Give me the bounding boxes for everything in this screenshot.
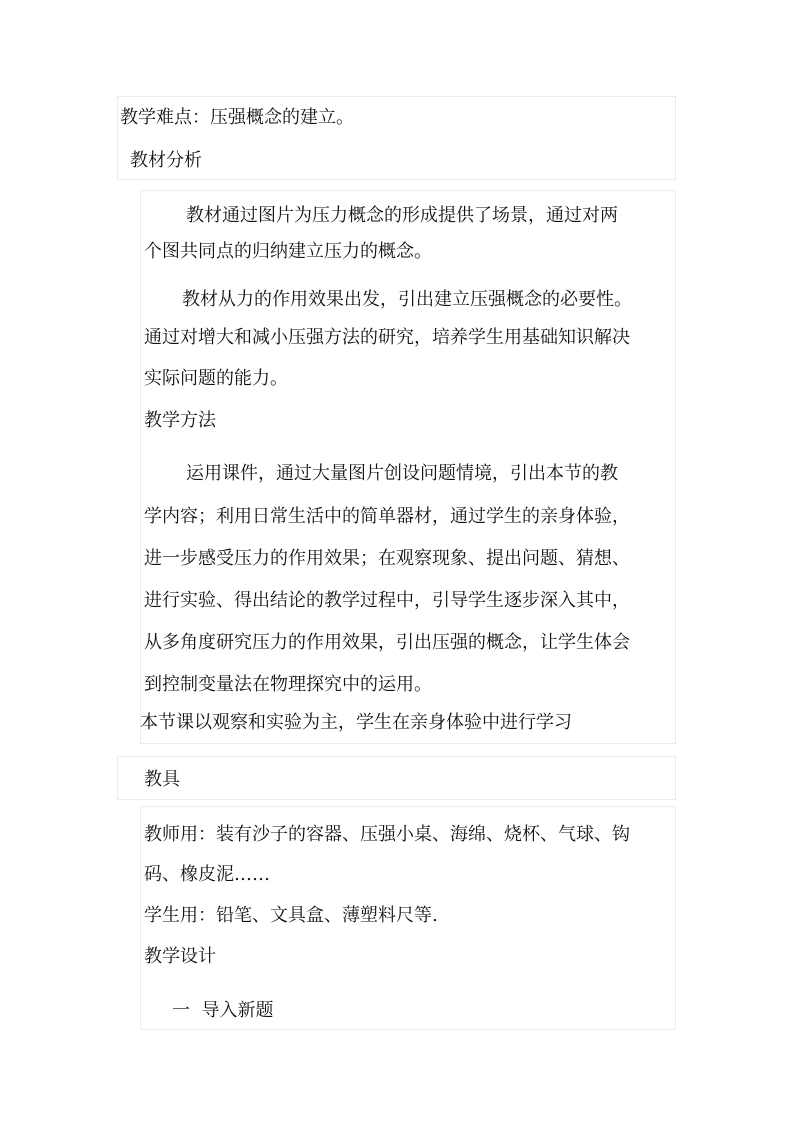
analysis-line-2: 个图共同点的归纳建立压力的概念。 (144, 241, 432, 262)
heading-teaching-method: 教学方法 (144, 410, 216, 431)
method-line-1: 运用课件，通过大量图片创设问题情境，引出本节的教 (186, 463, 618, 484)
analysis-line-4: 通过对增大和减小压强方法的研究，培养学生用基础知识解决 (144, 327, 630, 348)
lesson-summary: 本节课以观察和实验为主，学生在亲身体验中进行学习 (140, 712, 572, 733)
method-line-2: 学内容；利用日常生活中的简单器材，通过学生的亲身体验， (144, 506, 630, 527)
method-line-6: 到控制变量法在物理探究中的运用。 (144, 674, 432, 695)
analysis-line-3: 教材从力的作用效果出发，引出建立压强概念的必要性。 (182, 289, 632, 310)
student-tools: 学生用：铅笔、文具盒、薄塑料尺等. (144, 905, 438, 926)
method-line-5: 从多角度研究压力的作用效果，引出压强的概念，让学生体会 (144, 632, 630, 653)
teaching-difficulty: 教学难点：压强概念的建立。 (120, 107, 354, 128)
heading-teaching-design: 教学设计 (144, 946, 216, 967)
section-one-intro: 一 导入新题 (172, 1000, 274, 1021)
tools-heading-frame (117, 756, 676, 800)
teacher-tools-line-2: 码、橡皮泥…… (144, 864, 270, 885)
method-line-4: 进行实验、得出结论的教学过程中，引导学生逐步深入其中， (144, 590, 630, 611)
method-line-3: 进一步感受压力的作用效果；在观察现象、提出问题、猜想、 (144, 548, 630, 569)
heading-textbook-analysis: 教材分析 (130, 150, 202, 171)
heading-teaching-tools: 教具 (144, 769, 180, 790)
analysis-line-1: 教材通过图片为压力概念的形成提供了场景，通过对两 (186, 205, 618, 226)
analysis-line-5: 实际问题的能力。 (144, 368, 288, 389)
teacher-tools-line-1: 教师用：装有沙子的容器、压强小桌、海绵、烧杯、气球、钩 (144, 824, 630, 845)
